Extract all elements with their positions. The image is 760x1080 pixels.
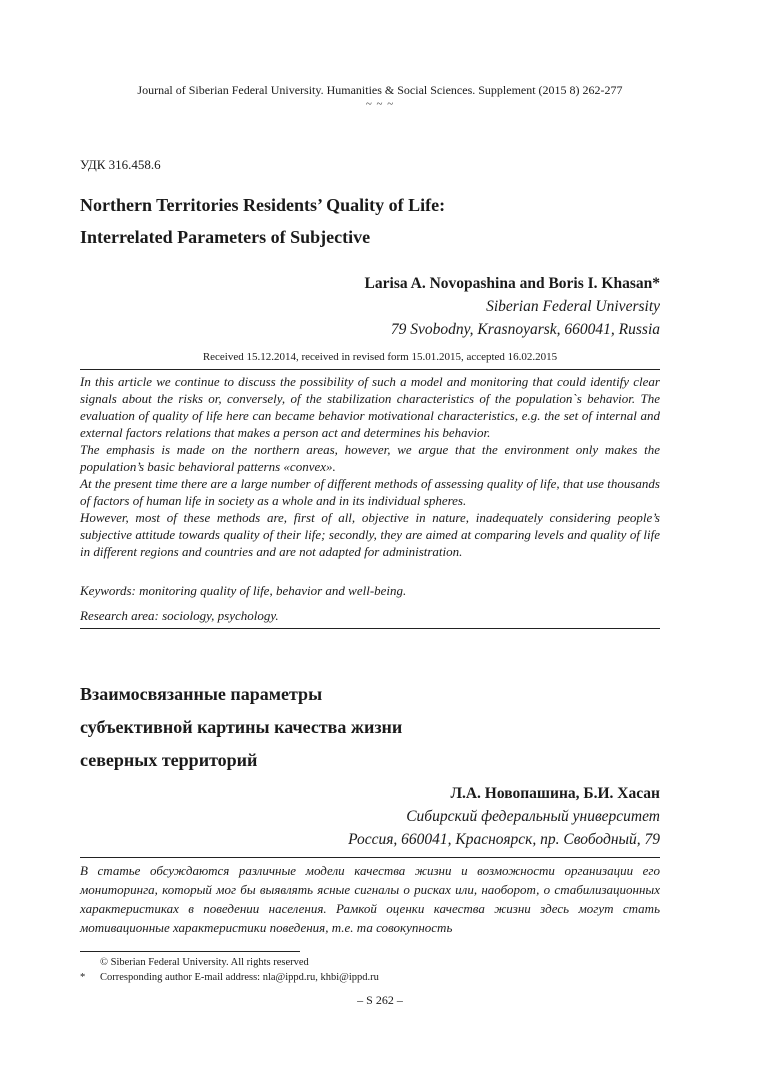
footnote-copyright: © Siberian Federal University. All rights reserved: [100, 957, 309, 968]
authors-ru: Л.А. Новопашина, Б.И. Хасан: [450, 785, 660, 802]
abstract-en-paragraph: In this article we continue to discuss the possibility of such a model and monitoring that could identify clear signals about the risks or, conversely, of the stabilization characteristics of the population`s behavior. The evaluation of quality of life here can became behavior motivational characteristics, e.g. the set of internal and external factors relations that makes a person act and determines his behavior.: [80, 374, 660, 440]
research-area: Research area: sociology, psychology.: [80, 608, 279, 623]
abstract-ru-paragraph: В статье обсуждаются различные модели качества жизни и возможности организации его мониторинга, который мог бы выявлять ясные сигналы о рисках или, наоборот, о стабилизационных характеристиках в поведении населения. Рамкой оценки качества жизни здесь могут стать мотивационные характеристики поведения, т.е. та совокупность: [80, 863, 660, 935]
abstract-ru: [80, 861, 660, 937]
abstract-en-paragraph: The emphasis is made on the northern areas, however, we argue that the environment only makes the population’s basic behavioral patterns «convex».: [80, 442, 660, 474]
authors-block-en: [365, 272, 660, 341]
abstract-ru-top-rule: [80, 857, 660, 858]
footnote-corresponding: Corresponding author E-mail address: nla@ippd.ru, khbi@ippd.ru: [100, 972, 379, 983]
title-ru-line-3: северных территорий: [80, 750, 258, 770]
title-ru-line-1: Взаимосвязанные параметры: [80, 684, 323, 704]
title-en-line-1: Northern Territories Residents’ Quality of Life:: [80, 195, 446, 215]
abstract-en-paragraph: However, most of these methods are, first of all, objective in nature, inadequately considering people’s subjective attitude towards quality of their life; secondly, they are aimed at comparing levels and quality of life in different regions and countries and are not adapted for administration.: [80, 510, 660, 559]
journal-header: Journal of Siberian Federal University. Humanities & Social Sciences. Supplement (2015 8) 262-277: [137, 83, 623, 97]
received-dates: Received 15.12.2014, received in revised form 15.01.2015, accepted 16.02.2015: [202, 351, 558, 363]
affiliation-en-2: 79 Svobodny, Krasnoyarsk, 660041, Russia: [390, 321, 660, 338]
authors-block-ru: [348, 782, 660, 851]
article-title-ru: [80, 678, 680, 777]
footnote-mark: *: [80, 972, 86, 983]
page-number: – S 262 –: [357, 993, 403, 1007]
article-title-en: [80, 189, 680, 253]
keywords: Keywords: monitoring quality of life, behavior and well-being.: [80, 583, 407, 598]
footnote-corresponding-row: [80, 970, 379, 985]
footnotes: [80, 955, 379, 985]
header-ornament: ~ ~ ~: [365, 98, 395, 110]
affiliation-ru-1: Сибирский федеральный университет: [406, 808, 660, 825]
title-en-line-2: Interrelated Parameters of Subjective: [80, 227, 371, 247]
abstract-bottom-rule: [80, 628, 660, 629]
authors-en: Larisa A. Novopashina and Boris I. Khasan*: [364, 275, 660, 292]
affiliation-en-1: Siberian Federal University: [486, 298, 660, 315]
abstract-top-rule: [80, 369, 660, 370]
abstract-en-paragraph: At the present time there are a large number of different methods of assessing quality of life, that use thousands of factors of human life in society as a whole and in its individual spheres.: [80, 476, 660, 508]
udk-code: УДК 316.458.6: [80, 157, 161, 172]
footnote-copyright-row: [80, 955, 379, 970]
affiliation-ru-2: Россия, 660041, Красноярск, пр. Свободный, 79: [348, 831, 660, 848]
title-ru-line-2: субъективной картины качества жизни: [80, 717, 403, 737]
abstract-en: [80, 373, 660, 560]
footnote-rule: [80, 951, 300, 952]
